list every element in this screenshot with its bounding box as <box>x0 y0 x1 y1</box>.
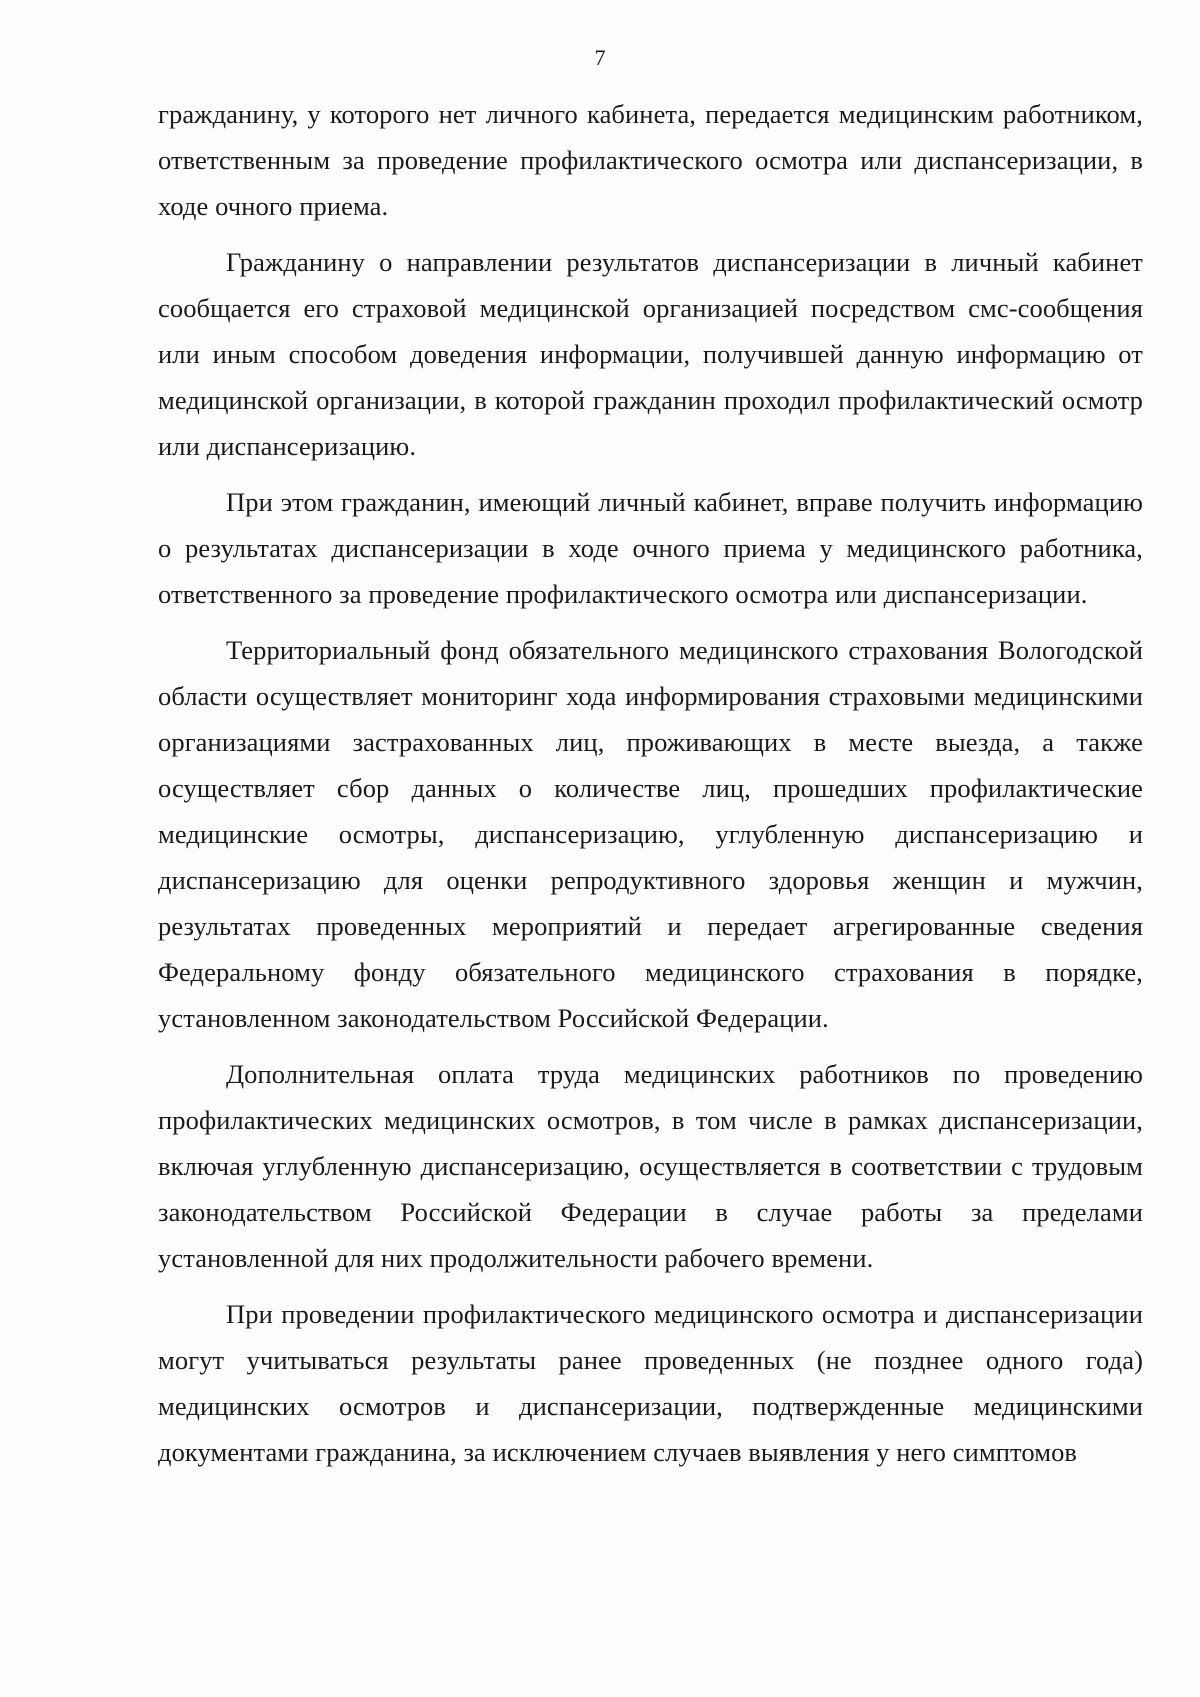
paragraph-notification: Гражданину о направлении результатов диспансеризации в личный кабинет сообщается его страховой медицинской организацией посредством смс-сообщения или иным способом доведения информации, получившей данную информацию от медицинской организации, в которой гражданин проходил профилактический осмотр или диспансеризацию. <box>158 247 1143 461</box>
paragraph-territorial-fund: Территориальный фонд обязательного медицинского страхования Вологодской области осуществляет мониторинг хода информирования страховыми медицинскими организациями застрахованных лиц, проживающих в месте выезда, а также осуществляет сбор данных о количестве лиц, прошедших профилактические медицинские осмотры, диспансеризацию, углубленную диспансеризацию и диспансеризацию для оценки репродуктивного здоровья женщин и мужчин, результатах проведенных мероприятий и передает агрегированные сведения Федеральному фонду обязательного медицинского страхования в порядке, установленном законодательством Российской Федерации. <box>158 635 1143 1033</box>
paragraph-continuation: гражданину, у которого нет личного кабинета, передается медицинским работником, ответственным за проведение профилактического осмотра или диспансеризации, в ходе очного приема. <box>158 99 1143 221</box>
paragraph-personal-cabinet: При этом гражданин, имеющий личный кабинет, вправе получить информацию о результатах диспансеризации в ходе очного приема у медицинского работника, ответственного за проведение профилактического осмотра или диспансеризации. <box>158 487 1143 609</box>
paragraph-previous-results: При проведении профилактического медицинского осмотра и диспансеризации могут учитываться результаты ранее проведенных (не позднее одного года) медицинских осмотров и диспансеризации, подтвержденные медицинскими документами гражданина, за исключением случаев выявления у него симптомов <box>158 1299 1143 1467</box>
document-body <box>158 91 1143 1475</box>
page-number: 7 <box>594 45 606 70</box>
paragraph-additional-payment: Дополнительная оплата труда медицинских работников по проведению профилактических медицинских осмотров, в том числе в рамках диспансеризации, включая углубленную диспансеризацию, осуществляется в соответствии с трудовым законодательством Российской Федерации в случае работы за пределами установленной для них продолжительности рабочего времени. <box>158 1059 1143 1273</box>
